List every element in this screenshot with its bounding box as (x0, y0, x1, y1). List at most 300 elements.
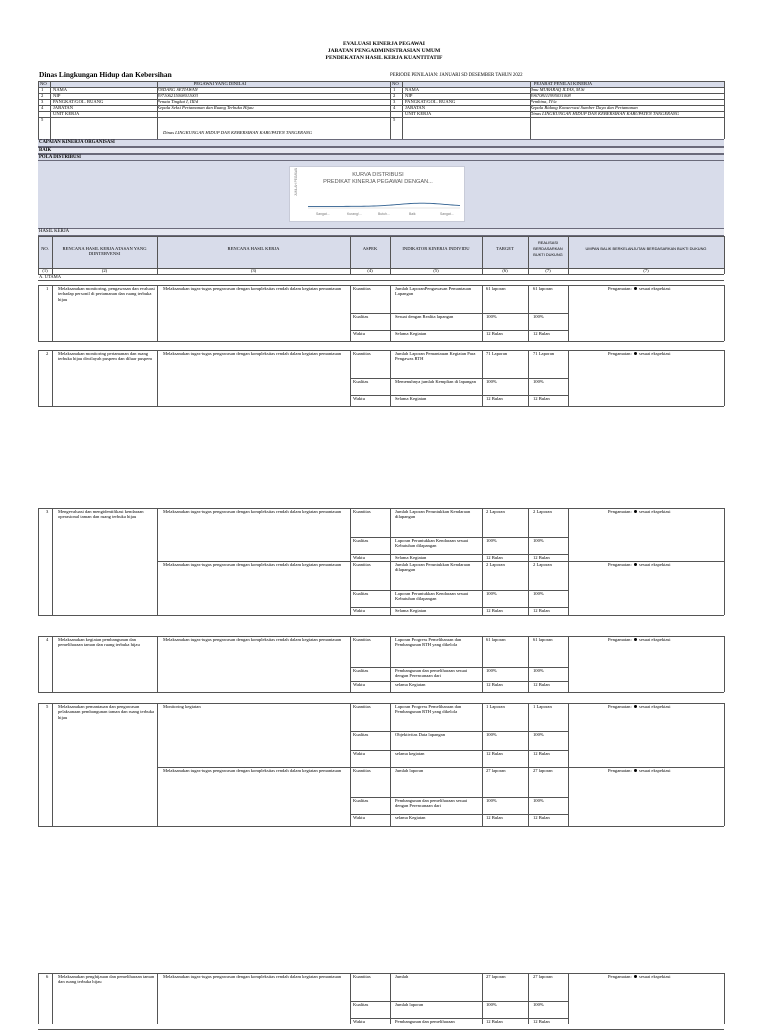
agency-name: Dinas Lingkungan Hidup dan Kebersihan (39, 70, 172, 79)
title-line-3: PENDEKATAN HASIL KERJA KUANTITATIF (325, 55, 443, 61)
indikator-cell: selama kegiatan (395, 751, 425, 756)
block-number: 2 (46, 351, 49, 356)
indikator-cell: Selama Kegiatan (395, 608, 427, 613)
identity-no-header-left: NO (40, 81, 47, 86)
identity-no-header-right: NO (392, 81, 399, 86)
feedback-suffix: sesuai ekspektasi (637, 637, 671, 642)
grid-line (38, 236, 724, 237)
identity-left-value: Kepala Seksi Pertamanan dan Ruang Terbuka Hijau (157, 105, 254, 110)
aspek-cell: Waktu (353, 396, 365, 401)
col-target-header: TARGET (496, 246, 514, 251)
target-cell: 71 Laporan (486, 351, 508, 356)
feedback-suffix: sesuai ekspektasi (637, 974, 671, 979)
grid-line (38, 341, 724, 342)
grid-line (52, 285, 53, 341)
realisasi-cell: 12 Bulan (533, 815, 550, 820)
grid-line (528, 285, 529, 341)
identity-row-label-right: NIP (405, 93, 413, 98)
feedback-prefix: Pengamatan: (608, 351, 633, 356)
grid-line (38, 406, 724, 407)
indikator-cell: Pembangunan dan pemeliharaan sesuai dengan Perencanaan dari (395, 798, 468, 809)
umpan-balik-cell (608, 704, 724, 709)
grid-line (50, 81, 51, 139)
grid-line (482, 285, 483, 341)
grid-line (724, 350, 725, 406)
umpan-balik-cell (608, 509, 724, 514)
col-umpan-header: UMPAN BALIK BERKELANJUTAN BERDASARKAN BUKTI DUKUNG (585, 246, 707, 251)
target-cell: 12 Bulan (486, 815, 503, 820)
column-number: (6) (502, 268, 508, 273)
grid-line (402, 81, 403, 139)
grid-line (528, 508, 529, 615)
indikator-cell: Selama Kegiatan (395, 555, 427, 560)
grid-line (482, 350, 483, 406)
grid-line (38, 236, 39, 274)
identity-row-label: UNIT KERJA (53, 111, 80, 116)
rhk-cell: Melaksanakan tugas-tugas pengawasan dengan kompleksitas rendah dalam kegiatan pemantauan (163, 768, 342, 773)
aspek-cell: Kuantitas (353, 562, 371, 567)
target-cell: 12 Bulan (486, 331, 503, 336)
identity-right-value: 196708111995031008 (530, 93, 571, 98)
grid-line (482, 703, 483, 826)
identity-right-value: Dinas LINGKUNGAN HIDUP DAN KEBERSIHAN KABUPATEN TANGERANG (530, 111, 680, 116)
grid-line (482, 973, 483, 1024)
grid-line (38, 508, 39, 615)
atasan-cell: Melaksanakan penghijauan dan pemeliharaan taman dan ruang terbuka hijau (58, 974, 155, 985)
indikator-cell: selama Kegiatan (395, 815, 426, 820)
feedback-bullet-icon (634, 287, 637, 290)
grid-line (157, 973, 158, 1024)
umpan-balik-cell (608, 974, 724, 979)
grid-line (568, 973, 569, 1024)
identity-row-label: PANGKAT/GOL. RUANG (53, 99, 104, 104)
grid-line (482, 236, 483, 274)
col-indikator-header: INDIKATOR KINERJA INDIVIDU (402, 246, 470, 251)
identity-row-no: 3 (41, 99, 44, 104)
feedback-suffix: sesuai ekspektasi (637, 768, 671, 773)
grid-line (530, 81, 531, 139)
aspek-cell: Kuantitas (353, 286, 371, 291)
grid-line (528, 973, 529, 1024)
aspek-cell: Kualitas (353, 314, 369, 319)
grid-line (52, 973, 53, 1024)
identity-row-label: NAMA (53, 87, 68, 92)
block-number: 4 (46, 637, 49, 642)
grid-line (568, 508, 569, 615)
feedback-suffix: sesuai ekspektasi (637, 509, 671, 514)
col-atasan-header: RENCANA HASIL KERJA ATASAN YANG DIINTERVENSI (62, 246, 147, 257)
indikator-cell: Jumlah Laporan Peruntukkan Kendaraan dilapangan (395, 562, 471, 573)
rhk-cell: Melaksanakan tugas-tugas pengawasan dengan kompleksitas rendah dalam kegiatan pemantauan (163, 286, 342, 291)
realisasi-cell: 12 Bulan (533, 608, 550, 613)
umpan-balik-cell (608, 351, 724, 356)
grid-line (350, 236, 351, 274)
umpan-balik-cell (608, 768, 724, 773)
curve-title-2: PREDIKAT KINERJA PEGAWAI DENGAN... (323, 179, 433, 185)
identity-row-no: 4 (41, 105, 44, 110)
identity-row-no-right: 2 (393, 93, 396, 98)
grid-line (528, 703, 529, 826)
target-cell: 61 laporan (486, 637, 506, 642)
feedback-prefix: Pengamatan: (608, 562, 633, 567)
indikator-cell: Jumlah laporan (395, 1002, 424, 1007)
target-cell: 61 laporan (486, 286, 506, 291)
target-cell: 12 Bulan (486, 1019, 503, 1024)
aspek-cell: Kualitas (353, 379, 369, 384)
grid-line (157, 508, 158, 615)
curve-category-label: Baik (409, 212, 416, 216)
feedback-suffix: sesuai ekspektasi (637, 286, 671, 291)
realisasi-cell: 100% (533, 668, 544, 673)
grid-line (38, 274, 724, 275)
curve-category-label: Butuh... (378, 212, 390, 216)
grid-line (52, 636, 53, 692)
realisasi-cell: 12 Bulan (533, 396, 550, 401)
grid-line (38, 973, 39, 1024)
grid-line (350, 973, 351, 1024)
atasan-cell: Melaksanakan monitoring, pengawasan dan evaluasi terhadap personil di pertamanan dan ruang terbuka hijau (58, 286, 155, 302)
curve-category-label: Sangat... (316, 212, 330, 216)
feedback-suffix: sesuai ekspektasi (637, 562, 671, 567)
atasan-cell: Melaksanakan kegiatan pembangunan dan pemeliharaan taman dan ruang terbuka hijau (58, 637, 140, 648)
indikator-cell: Memenuhnya jumlah Kemplian di lapangan (395, 379, 476, 384)
feedback-prefix: Pengamatan: (608, 768, 633, 773)
grid-line (350, 350, 351, 406)
grid-line (38, 508, 724, 509)
grid-line (38, 703, 39, 826)
target-cell: 12 Bulan (486, 682, 503, 687)
realisasi-cell: 100% (533, 314, 544, 319)
grid-line (52, 236, 53, 274)
realisasi-cell: 2 Laporan (533, 509, 552, 514)
column-number: (2) (101, 268, 108, 273)
column-number: (5) (433, 268, 439, 273)
grid-line (724, 236, 725, 274)
grid-line (482, 636, 483, 692)
grid-line (568, 236, 569, 274)
feedback-prefix: Pengamatan: (608, 509, 633, 514)
realisasi-cell: 12 Bulan (533, 331, 550, 336)
target-cell: 100% (486, 314, 497, 319)
grid-line (390, 81, 391, 139)
indikator-cell: Jumlah Laporan Pemantauan Kegiatan Para Pengawas RTH (395, 351, 476, 362)
aspek-cell: Waktu (353, 555, 365, 560)
target-cell: 100% (486, 668, 497, 673)
grid-line (724, 81, 725, 139)
column-number: (7) (545, 268, 551, 273)
rhk-cell: Melaksanakan tugas-tugas pengawasan dengan kompleksitas rendah dalam kegiatan pemantauan (163, 974, 342, 979)
grid-line (724, 285, 725, 341)
indikator-cell: Laporan Progress Pemeliharaan dan Pembangunan RTH yang dikelola (395, 704, 462, 715)
grid-line (390, 636, 391, 692)
feedback-suffix: sesuai ekspektasi (637, 351, 671, 356)
identity-right-value: Pembina, IV/a (530, 99, 557, 104)
indikator-cell: Jumlah laporan (395, 768, 424, 773)
identity-right-value: Ibnu MUBARAQ ILYAS, M.Si (530, 87, 585, 92)
target-cell: 12 Bulan (486, 396, 503, 401)
capaian-header: CAPAIAN KINERJA ORGANISASI (38, 139, 724, 147)
aspek-cell: Kuantitas (353, 974, 371, 979)
feedback-bullet-icon (634, 510, 637, 513)
grid-line (38, 692, 724, 693)
realisasi-cell: 12 Bulan (533, 751, 550, 756)
aspek-cell: Kualitas (353, 668, 369, 673)
curve-category-label: Kurang/... (347, 212, 362, 216)
distribution-chart (289, 166, 465, 222)
grid-line (528, 350, 529, 406)
col-realisasi-header: REALISASI BERDASARKAN BUKTI DUKUNG (533, 240, 563, 257)
identity-row-label-right: JABATAN (405, 105, 426, 110)
feedback-bullet-icon (634, 563, 637, 566)
atasan-cell: Melaksanakan monitoring pertamanan dan ruang terbuka hijau diwilayah puspem dan diluar puspem (58, 351, 152, 362)
indikator-cell: Jumlah (395, 974, 409, 979)
grid-line (38, 973, 724, 974)
atasan-cell: Melaksanakan pemantauan dan pengawasan pelaksanaan pembangunan taman dan ruang terbuka hijau (58, 704, 155, 720)
rhk-cell: Melaksanakan tugas-tugas pengawasan dengan kompleksitas rendah dalam kegiatan pemantauan (163, 351, 342, 356)
grid-line (157, 81, 158, 139)
aspek-cell: Kuantitas (353, 768, 371, 773)
feedback-bullet-icon (634, 769, 637, 772)
target-cell: 100% (486, 1002, 497, 1007)
target-cell: 27 laporan (486, 768, 506, 773)
indikator-cell: Selama Kegiatan (395, 331, 427, 336)
realisasi-cell: 61 laporan (533, 286, 553, 291)
target-cell: 100% (486, 379, 497, 384)
realisasi-cell: 71 Laporan (533, 351, 555, 356)
column-number: (4) (367, 268, 373, 273)
umpan-balik-cell (608, 637, 724, 642)
indikator-cell: selama Kegiatan (395, 682, 426, 687)
grid-line (38, 81, 39, 139)
grid-line (568, 285, 569, 341)
grid-line (724, 636, 725, 692)
grid-line (38, 280, 724, 281)
grid-line (157, 236, 158, 274)
grid-line (38, 703, 724, 704)
grid-line (724, 703, 725, 826)
identity-row-no-right: 5 (393, 117, 396, 122)
identity-row-no: 1 (41, 87, 44, 92)
realisasi-cell: 12 Bulan (533, 1019, 550, 1024)
title-line-2: JABATAN PENGADMINISTRASIAN UMUM (327, 48, 441, 54)
umpan-balik-cell (608, 286, 724, 291)
col-rhk-header: RENCANA HASIL KERJA (227, 246, 280, 251)
aspek-cell: Waktu (353, 751, 365, 756)
realisasi-cell: 1 Laporan (533, 704, 552, 709)
grid-line (157, 636, 158, 692)
grid-line (38, 350, 724, 351)
target-cell: 12 Bulan (486, 751, 503, 756)
hasil-kerja-label: HASIL KERJA (38, 228, 724, 236)
indikator-cell: Laporan Progress Pemeliharaan dan Pembangunan RTH yang dikelola (395, 637, 462, 648)
feedback-suffix: sesuai ekspektasi (637, 704, 671, 709)
aspek-cell: Kualitas (353, 732, 369, 737)
block-number: 1 (46, 286, 49, 291)
realisasi-cell: 12 Bulan (533, 682, 550, 687)
identity-row-no: 2 (41, 93, 44, 98)
target-cell: 1 Laporan (486, 704, 505, 709)
column-number: (1) (42, 268, 48, 273)
aspek-cell: Kualitas (353, 798, 369, 803)
atasan-cell: Mengevaluasi dan mengidentifikasi kendaraan operasional taman dan ruang terbuka hijau (58, 509, 144, 520)
curve-line (308, 203, 460, 206)
feedback-prefix: Pengamatan: (608, 637, 633, 642)
realisasi-cell: 100% (533, 1002, 544, 1007)
grid-line (528, 636, 529, 692)
grid-line (38, 826, 724, 827)
identity-right-header: PEJABAT PENILAI KINERJA (533, 81, 593, 86)
grid-line (38, 285, 39, 341)
aspek-cell: Kuantitas (353, 351, 371, 356)
grid-line (724, 508, 725, 615)
curve-category-label: Sangat... (440, 212, 454, 216)
target-cell: 100% (486, 732, 497, 737)
grid-line (38, 636, 39, 692)
grid-line (38, 636, 724, 637)
rhk-cell: Melaksanakan tugas-tugas pengawasan dengan kompleksitas rendah dalam kegiatan pemantauan (163, 562, 342, 567)
aspek-cell: Waktu (353, 682, 365, 687)
grid-line (568, 350, 569, 406)
grid-line (528, 236, 529, 274)
identity-left-value: ENDANG SETIAWAN (157, 87, 198, 92)
grid-line (38, 117, 724, 118)
identity-row-no: 5 (41, 117, 44, 122)
indikator-cell: Sesuai dengan Realita lapangan (395, 314, 454, 319)
identity-left-value: 197106215008011003 (157, 93, 199, 98)
identity-left-value: Dinas LINGKUNGAN HIDUP DAN KEBERSIHAN KABUPATEN TANGERANG (163, 130, 313, 135)
indikator-cell: Jumlah Laporan Peruntukkan Kendaraan dilapangan (395, 509, 471, 520)
title-line-1: EVALUASI KINERJA PEGAWAI (343, 41, 425, 47)
identity-right-value: Kepala Bidang Konservasi Sumber Daya dan Pertamanan (530, 105, 638, 110)
identity-row-label: JABATAN (53, 105, 74, 110)
feedback-bullet-icon (634, 638, 637, 641)
target-cell: 27 laporan (486, 974, 506, 979)
block-number: 3 (46, 509, 49, 514)
identity-row-label: NIP (53, 93, 61, 98)
grid-line (38, 615, 724, 616)
aspek-cell: Kualitas (353, 591, 369, 596)
identity-row-no-right: 4 (393, 105, 396, 110)
grid-line (157, 285, 158, 341)
feedback-bullet-icon (634, 352, 637, 355)
grid-line (350, 636, 351, 692)
grid-line (38, 81, 724, 82)
grid-line (390, 285, 391, 341)
target-cell: 100% (486, 591, 497, 596)
realisasi-cell: 100% (533, 732, 544, 737)
rhk-cell: Monitoring kegiatan (163, 704, 201, 709)
grid-line (157, 350, 158, 406)
identity-row-label-right: UNIT KERJA (405, 111, 432, 116)
aspek-cell: Kualitas (353, 1002, 369, 1007)
feedback-prefix: Pengamatan: (608, 974, 633, 979)
target-cell: 12 Bulan (486, 608, 503, 613)
aspek-cell: Waktu (353, 815, 365, 820)
grid-line (390, 973, 391, 1024)
grid-line (482, 508, 483, 615)
realisasi-cell: 100% (533, 798, 544, 803)
identity-left-value: Penata Tingkat I, III/d (157, 99, 199, 104)
grid-line (390, 508, 391, 615)
col-aspek-header: ASPEK (362, 246, 378, 251)
pola-header: POLA DISTRIBUSI (38, 154, 724, 161)
grid-line (568, 703, 569, 826)
identity-row-no-right: 3 (393, 99, 396, 104)
aspek-cell: Kuantitas (353, 509, 371, 514)
identity-row-label-right: PANGKAT/GOL. RUANG (405, 99, 456, 104)
realisasi-cell: 2 Laporan (533, 562, 552, 567)
aspek-cell: Kuantitas (353, 637, 371, 642)
rhk-cell: Melaksanakan tugas-tugas pengawasan dengan kompleksitas rendah dalam kegiatan pemantauan (163, 637, 342, 642)
feedback-bullet-icon (634, 705, 637, 708)
realisasi-cell: 100% (533, 379, 544, 384)
realisasi-cell: 27 laporan (533, 768, 553, 773)
indikator-cell: Selama Kegiatan (395, 396, 427, 401)
indikator-cell: Pembangunan dan pemeliharaan sesuai dengan Perencanaan dari (395, 668, 468, 679)
aspek-cell: Kualitas (353, 538, 369, 543)
target-cell: 100% (486, 798, 497, 803)
col-no-header: NO. (41, 246, 49, 251)
identity-left-header: PEGAWAI YANG DINILAI (193, 81, 247, 86)
utama-label: A. UTAMA (39, 274, 62, 279)
identity-row-label-right: NAMA (405, 87, 420, 92)
period-label: PERIODE PENILAIAN: JANUARI SD DESEMBER TAHUN 2022 (390, 73, 523, 78)
grid-line (390, 236, 391, 274)
aspek-cell: Waktu (353, 331, 365, 336)
grid-line (390, 703, 391, 826)
grid-line (350, 285, 351, 341)
column-number: (7) (643, 268, 649, 273)
realisasi-cell: 100% (533, 538, 544, 543)
realisasi-cell: 61 laporan (533, 637, 553, 642)
realisasi-cell: 12 Bulan (533, 555, 550, 560)
grid-line (38, 350, 39, 406)
target-cell: 2 Laporan (486, 562, 505, 567)
grid-line (157, 703, 158, 826)
rhk-cell: Melaksanakan tugas-tugas pengawasan dengan kompleksitas rendah dalam kegiatan pemantauan (163, 509, 342, 514)
indikator-cell: Pembangunan dan pemeliharaan (395, 1019, 455, 1024)
block-number: 6 (46, 974, 49, 979)
target-cell: 12 Bulan (486, 555, 503, 560)
block-number: 5 (46, 704, 49, 709)
grid-line (390, 350, 391, 406)
aspek-cell: Waktu (353, 1019, 365, 1024)
feedback-prefix: Pengamatan: (608, 704, 633, 709)
indikator-cell: Jumlah LaporanPengawasan Pemantauan Lapangan (395, 286, 472, 297)
curve-ylabel: JUMLAH PEGAWAI (294, 167, 298, 196)
realisasi-cell: 27 laporan (533, 974, 553, 979)
identity-row-no-right: 1 (393, 87, 396, 92)
aspek-cell: Waktu (353, 608, 365, 613)
target-cell: 2 Laporan (486, 509, 505, 514)
umpan-balik-cell (608, 562, 724, 567)
column-number: (3) (250, 268, 257, 273)
grid-line (350, 508, 351, 615)
grid-line (350, 703, 351, 826)
indikator-cell: Laporan Peruntukkan Kendaraan sesuai Kebutuhan dilapangan (395, 538, 469, 549)
target-cell: 100% (486, 538, 497, 543)
indikator-cell: Objektivitas Data lapangan (395, 732, 446, 737)
feedback-bullet-icon (634, 975, 637, 978)
grid-line (52, 703, 53, 826)
grid-line (38, 285, 724, 286)
curve-title-1: KURVA DISTRIBUSI (352, 172, 404, 178)
feedback-prefix: Pengamatan: (608, 286, 633, 291)
indikator-cell: Laporan Peruntukkan Kendaraan sesuai Kebutuhan dilapangan (395, 591, 469, 602)
realisasi-cell: 100% (533, 591, 544, 596)
grid-line (568, 636, 569, 692)
capaian-value: BAIK (38, 147, 724, 154)
